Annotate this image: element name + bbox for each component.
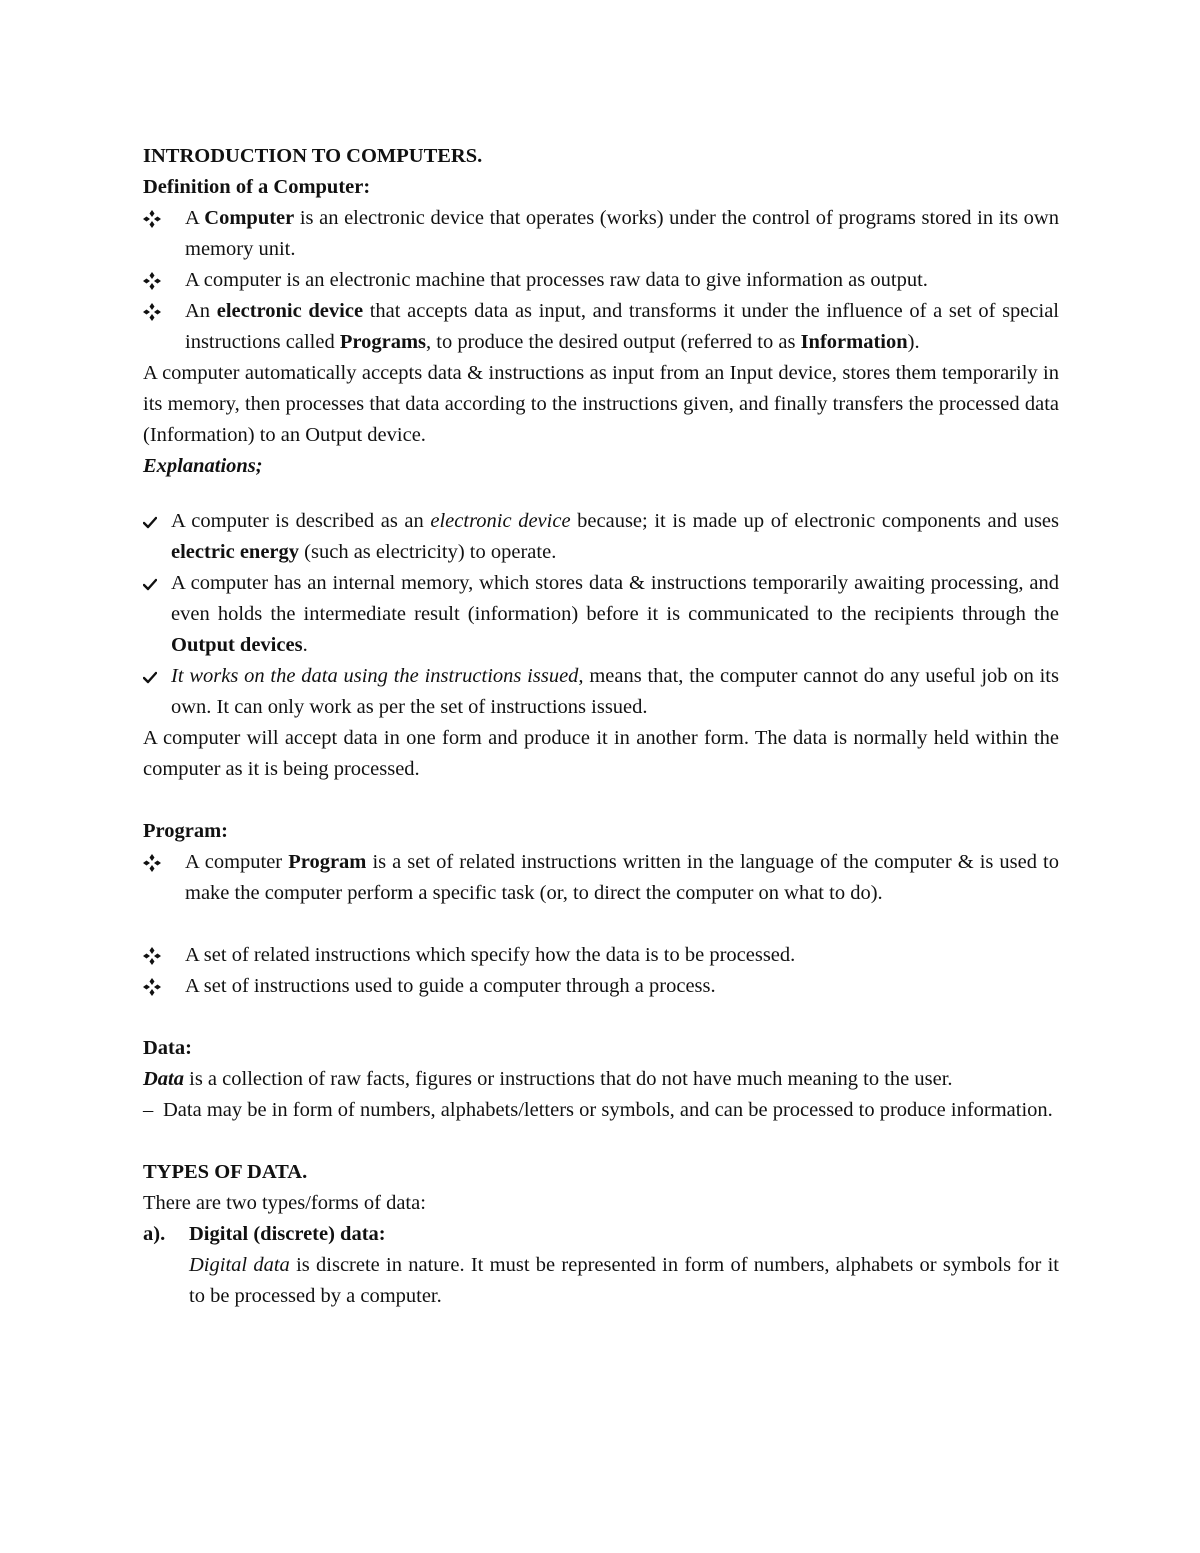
explanation-item-1: A computer is described as an electronic device because; it is made up of electronic components and uses electric energy (such as electricity) to operate.	[143, 506, 1059, 568]
dash-marker: –	[143, 1099, 154, 1121]
four-diamond-bullet-icon	[143, 203, 173, 228]
explanations-heading: Explanations;	[143, 455, 263, 477]
types-intro: There are two types/forms of data:	[143, 1192, 426, 1214]
checkmark-icon	[143, 568, 165, 592]
types-heading: TYPES OF DATA.	[143, 1161, 308, 1183]
four-diamond-bullet-icon	[143, 940, 173, 965]
four-diamond-bullet-icon	[143, 847, 173, 872]
list-label-a: a).	[143, 1223, 166, 1245]
definition-bullet-3: An electronic device that accepts data as input, and transforms it under the influence of a set of special instructions called Programs, to produce the desired output (referred to as Information).	[143, 296, 1059, 358]
checkmark-icon	[143, 506, 165, 530]
four-diamond-bullet-icon	[143, 971, 173, 996]
program-bullet-1: A computer Program is a set of related instructions written in the language of the computer & is used to make the computer perform a specific task (or, to direct the computer on what to do).	[143, 847, 1059, 909]
definition-bullet-1: A Computer is an electronic device that operates (works) under the control of programs stored in its own memory unit.	[143, 203, 1059, 265]
data-definition: Data is a collection of raw facts, figures or instructions that do not have much meaning to the user.	[143, 1068, 953, 1090]
type-a-text: Digital data is discrete in nature. It must be represented in form of numbers, alphabets or symbols for it to be processed by a computer.	[189, 1254, 1059, 1307]
explanation-item-3: It works on the data using the instructions issued, means that, the computer cannot do any useful job on its own. It can only work as per the set of instructions issued.	[143, 661, 1059, 723]
program-bullet-3: A set of instructions used to guide a computer through a process.	[143, 971, 1059, 1002]
data-dash-item: – Data may be in form of numbers, alphabets/letters or symbols, and can be processed to produce information.	[143, 1095, 1059, 1126]
checkmark-icon	[143, 661, 165, 685]
program-bullet-2: A set of related instructions which specify how the data is to be processed.	[143, 940, 1059, 971]
data-heading: Data:	[143, 1037, 192, 1059]
definition-bullet-2: A computer is an electronic machine that processes raw data to give information as output.	[143, 265, 1059, 296]
four-diamond-bullet-icon	[143, 296, 173, 321]
program-heading: Program:	[143, 820, 229, 842]
four-diamond-bullet-icon	[143, 265, 173, 290]
explanations-paragraph: A computer will accept data in one form and produce it in another form. The data is normally held within the computer as it is being processed.	[143, 727, 1059, 780]
page-title: INTRODUCTION TO COMPUTERS.	[143, 145, 483, 167]
definition-paragraph: A computer automatically accepts data & instructions as input from an Input device, stores them temporarily in its memory, then processes that data according to the instructions given, and finally transfers the processed data (Information) to an Output device.	[143, 362, 1059, 446]
document-content	[143, 141, 1059, 1312]
explanation-item-2: A computer has an internal memory, which stores data & instructions temporarily awaiting processing, and even holds the intermediate result (information) before it is communicated to the recipients through the Output devices.	[143, 568, 1059, 661]
type-a-heading: a). Digital (discrete) data:	[143, 1219, 1059, 1250]
definition-heading: Definition of a Computer:	[143, 176, 371, 198]
